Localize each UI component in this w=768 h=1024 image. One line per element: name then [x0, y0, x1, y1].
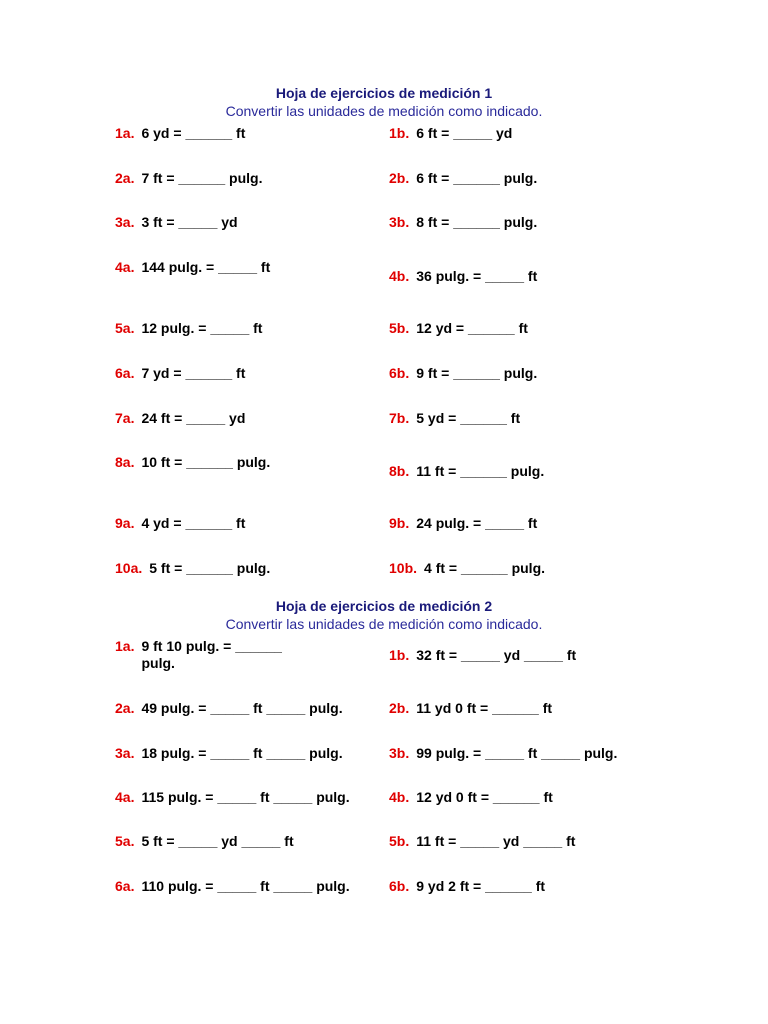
exercise2-4b [389, 789, 553, 806]
exercise-number: 10a. [115, 560, 143, 576]
exercise-5b [389, 320, 528, 337]
exercise-number: 5b. [389, 833, 410, 849]
exercise-text: 5 ft = _____ yd _____ ft [141, 833, 294, 849]
exercise2-3a [115, 745, 343, 762]
exercise-text: 9 ft 10 pulg. = ______ pulg. [141, 638, 282, 671]
sheet1-subtitle: Convertir las unidades de medición como indicado. [225, 103, 543, 119]
exercise-text: 11 ft = _____ yd _____ ft [416, 833, 576, 849]
exercise-5a [115, 320, 262, 337]
exercise-number: 1a. [115, 638, 135, 654]
exercise-7b [389, 410, 520, 427]
exercise-number: 5a. [115, 833, 135, 849]
exercise-text: 9 yd 2 ft = ______ ft [416, 878, 546, 894]
exercise-number: 9b. [389, 515, 410, 531]
exercise2-6a [115, 878, 350, 895]
exercise2-3b [389, 745, 617, 762]
exercise-text: 7 yd = ______ ft [141, 365, 246, 381]
exercise-text: 10 ft = ______ pulg. [141, 454, 271, 470]
exercise-number: 7b. [389, 410, 410, 426]
exercise-number: 7a. [115, 410, 135, 426]
exercise-number: 4b. [389, 268, 410, 284]
exercise-text: 18 pulg. = _____ ft _____ pulg. [141, 745, 343, 761]
exercise2-5a [115, 833, 294, 850]
exercise-number: 6a. [115, 365, 135, 381]
exercise-number: 3a. [115, 745, 135, 761]
exercise-number: 8a. [115, 454, 135, 470]
exercise-10b [389, 560, 545, 577]
exercise-number: 4b. [389, 789, 410, 805]
exercise-number: 6b. [389, 365, 410, 381]
exercise-number: 5a. [115, 320, 135, 336]
sheet2-subtitle: Convertir las unidades de medición como indicado. [225, 616, 543, 632]
exercise-text: 9 ft = ______ pulg. [416, 365, 538, 381]
exercise-4b [389, 268, 537, 285]
exercise-7a [115, 410, 245, 427]
exercise-number: 1b. [389, 125, 410, 141]
exercise2-2b [389, 700, 552, 717]
exercise-number: 1a. [115, 125, 135, 141]
exercise-number: 2b. [389, 700, 410, 716]
exercise-text: 7 ft = ______ pulg. [141, 170, 263, 186]
exercise2-1a [115, 638, 301, 672]
exercise-3a [115, 214, 238, 231]
exercise2-5b [389, 833, 575, 850]
exercise-text: 4 ft = ______ pulg. [424, 560, 546, 576]
exercise-text: 8 ft = ______ pulg. [416, 214, 538, 230]
exercise-9a [115, 515, 245, 532]
exercise-text: 24 pulg. = _____ ft [416, 515, 538, 531]
exercise-text: 32 ft = _____ yd _____ ft [416, 647, 577, 663]
exercise-1b [389, 125, 512, 142]
exercise-text: 99 pulg. = _____ ft _____ pulg. [416, 745, 618, 761]
exercise-text: 115 pulg. = _____ ft _____ pulg. [141, 789, 350, 805]
exercise-text: 11 yd 0 ft = ______ ft [416, 700, 553, 716]
exercise-number: 2b. [389, 170, 410, 186]
exercise-text: 4 yd = ______ ft [141, 515, 246, 531]
exercise-number: 6a. [115, 878, 135, 894]
exercise2-2a [115, 700, 343, 717]
exercise-number: 3a. [115, 214, 135, 230]
exercise2-4a [115, 789, 350, 806]
exercise-number: 2a. [115, 700, 135, 716]
exercise-text: 36 pulg. = _____ ft [416, 268, 538, 284]
exercise-text: 5 ft = ______ pulg. [149, 560, 271, 576]
exercise-1a [115, 125, 245, 142]
exercise-text: 24 ft = _____ yd [141, 410, 246, 426]
exercise-2b [389, 170, 537, 187]
exercise-8a [115, 454, 271, 471]
exercise-4a [115, 259, 271, 276]
exercise-text: 110 pulg. = _____ ft _____ pulg. [141, 878, 350, 894]
exercise-text: 49 pulg. = _____ ft _____ pulg. [141, 700, 343, 716]
exercise-text: 12 yd 0 ft = ______ ft [416, 789, 553, 805]
exercise-2a [115, 170, 262, 187]
exercise-text: 144 pulg. = _____ ft [141, 259, 271, 275]
exercise-number: 1b. [389, 647, 410, 663]
exercise-number: 6b. [389, 878, 410, 894]
exercise-text: 12 pulg. = _____ ft [141, 320, 263, 336]
exercise-3b [389, 214, 537, 231]
exercise-number: 4a. [115, 789, 135, 805]
exercise-number: 3b. [389, 745, 410, 761]
exercise-text: 11 ft = ______ pulg. [416, 463, 545, 479]
exercise-text: 6 ft = ______ pulg. [416, 170, 538, 186]
exercise-text: 6 yd = ______ ft [141, 125, 246, 141]
exercise-number: 10b. [389, 560, 418, 576]
exercise-number: 9a. [115, 515, 135, 531]
exercise-text: 6 ft = _____ yd [416, 125, 513, 141]
exercise-text: 5 yd = ______ ft [416, 410, 521, 426]
exercise-number: 8b. [389, 463, 410, 479]
sheet1-title: Hoja de ejercicios de medición 1 [275, 85, 493, 101]
exercise-text: 12 yd = ______ ft [416, 320, 528, 336]
exercise-8b [389, 463, 544, 480]
exercise-10a [115, 560, 270, 577]
exercise2-6b [389, 878, 545, 895]
exercise-number: 4a. [115, 259, 135, 275]
exercise-6b [389, 365, 537, 382]
exercise-number: 3b. [389, 214, 410, 230]
exercise-number: 2a. [115, 170, 135, 186]
exercise-text: 3 ft = _____ yd [141, 214, 238, 230]
exercise-9b [389, 515, 537, 532]
exercise-number: 5b. [389, 320, 410, 336]
exercise-6a [115, 365, 245, 382]
sheet2-title: Hoja de ejercicios de medición 2 [275, 598, 493, 614]
exercise2-1b [389, 647, 576, 664]
